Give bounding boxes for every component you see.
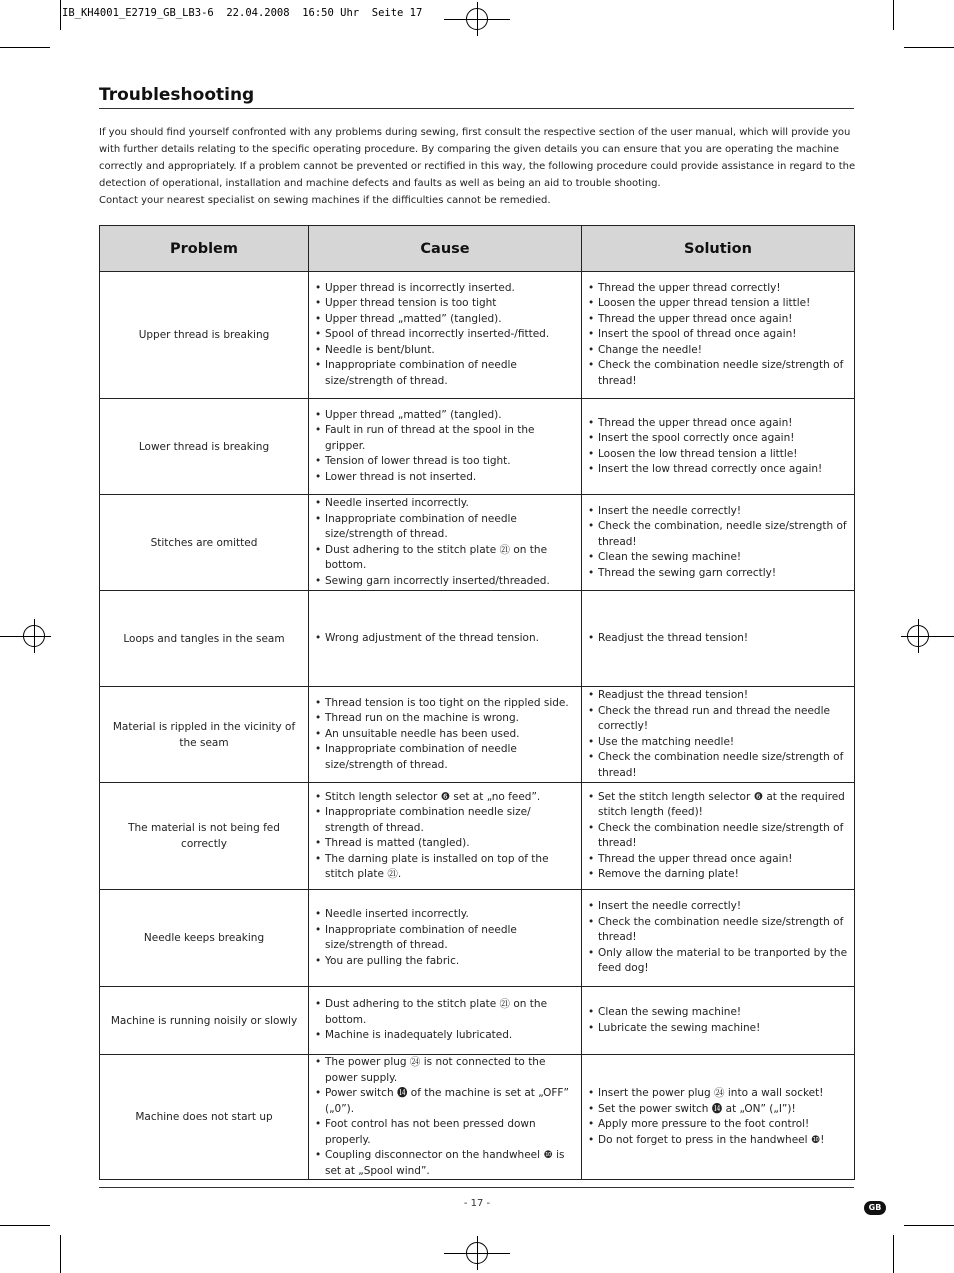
cause-item: • Upper thread „matted” (tangled).: [315, 312, 576, 328]
problem-cell: Lower thread is breaking: [100, 399, 309, 495]
cause-item: • Lower thread is not inserted.: [315, 470, 576, 486]
solution-item: • Insert the low thread correctly once again!: [588, 462, 849, 478]
registration-mark-right: [907, 625, 929, 647]
solution-item: • Check the combination needle size/strength of thread!: [588, 358, 849, 389]
cause-item: • Inappropriate combination of needle size/strength of thread.: [315, 742, 576, 773]
language-badge: GB: [864, 1201, 886, 1215]
solution-item: • Set the power switch ⓮ at „ON” („I”)!: [588, 1102, 849, 1118]
solution-item: • Readjust the thread tension!: [588, 631, 849, 647]
cause-cell: [309, 783, 582, 890]
solution-item: • Check the combination, needle size/strength of thread!: [588, 519, 849, 550]
solution-item: • Check the combination needle size/strength of thread!: [588, 750, 849, 781]
cause-list: [315, 1055, 576, 1179]
solution-item: • Clean the sewing machine!: [588, 1005, 849, 1021]
cause-item: • You are pulling the fabric.: [315, 954, 576, 970]
cause-item: • Tension of lower thread is too tight.: [315, 454, 576, 470]
cause-item: • Needle inserted incorrectly.: [315, 496, 576, 512]
header-cause: Cause: [309, 226, 582, 272]
cause-cell: [309, 1055, 582, 1180]
solution-item: • Check the combination needle size/strength of thread!: [588, 821, 849, 852]
table-row: [100, 495, 855, 591]
intro-contact-note: Contact your nearest specialist on sewing machines if the difficulties cannot be remedied.: [99, 195, 551, 206]
cause-item: • Upper thread tension is too tight: [315, 296, 576, 312]
table-row: [100, 1055, 855, 1180]
cause-cell: [309, 272, 582, 399]
solution-item: • Insert the needle correctly!: [588, 899, 849, 915]
cause-item: • The darning plate is installed on top of the stitch plate ㉑.: [315, 852, 576, 883]
solution-item: • Clean the sewing machine!: [588, 550, 849, 566]
cause-item: • Wrong adjustment of the thread tension.: [315, 631, 576, 647]
solution-item: • Thread the upper thread correctly!: [588, 281, 849, 297]
cause-item: • Machine is inadequately lubricated.: [315, 1028, 576, 1044]
problem-cell: Machine does not start up: [100, 1055, 309, 1180]
cause-item: • Needle inserted incorrectly.: [315, 907, 576, 923]
solution-item: • Thread the upper thread once again!: [588, 852, 849, 868]
table-row: [100, 399, 855, 495]
cause-cell: [309, 987, 582, 1055]
table-row: [100, 890, 855, 987]
solution-cell: [582, 495, 855, 591]
problem-cell: The material is not being fed correctly: [100, 783, 309, 890]
cause-item: • Inappropriate combination of needle size/strength of thread.: [315, 358, 576, 389]
cause-list: [315, 496, 576, 589]
solution-cell: [582, 687, 855, 783]
header-problem: Problem: [100, 226, 309, 272]
table-row: [100, 591, 855, 687]
solution-item: • Set the stitch length selector ❻ at the required stitch length (feed)!: [588, 790, 849, 821]
troubleshooting-table: [99, 225, 855, 1180]
solution-list: [588, 790, 849, 883]
problem-cell: Needle keeps breaking: [100, 890, 309, 987]
cause-list: [315, 408, 576, 486]
cause-list: [315, 281, 576, 390]
table-header-row: [100, 226, 855, 272]
solution-item: • Insert the spool of thread once again!: [588, 327, 849, 343]
cause-item: • The power plug ㉔ is not connected to the power supply.: [315, 1055, 576, 1086]
solution-cell: [582, 1055, 855, 1180]
solution-list: [588, 1005, 849, 1036]
title-divider: [99, 108, 854, 109]
page-number: - 17 -: [463, 1198, 491, 1209]
solution-item: • Thread the upper thread once again!: [588, 416, 849, 432]
solution-list: [588, 899, 849, 977]
solution-item: • Thread the upper thread once again!: [588, 312, 849, 328]
problem-cell: Loops and tangles in the seam: [100, 591, 309, 687]
cause-item: • Dust adhering to the stitch plate ㉑ on the bottom.: [315, 543, 576, 574]
cause-item: • Needle is bent/blunt.: [315, 343, 576, 359]
solution-item: • Apply more pressure to the foot control!: [588, 1117, 849, 1133]
cause-item: • Fault in run of thread at the spool in the gripper.: [315, 423, 576, 454]
print-slug: IB_KH4001_E2719_GB_LB3-6 22.04.2008 16:50 Uhr Seite 17: [62, 7, 423, 19]
cause-item: • Sewing garn incorrectly inserted/threaded.: [315, 574, 576, 590]
cause-item: • An unsuitable needle has been used.: [315, 727, 576, 743]
problem-cell: Machine is running noisily or slowly: [100, 987, 309, 1055]
cause-item: • Foot control has not been pressed down properly.: [315, 1117, 576, 1148]
cause-item: • Stitch length selector ❻ set at „no feed”.: [315, 790, 576, 806]
solution-item: • Insert the power plug ㉔ into a wall socket!: [588, 1086, 849, 1102]
registration-mark-bottom: [466, 1242, 488, 1264]
page-title: Troubleshooting: [99, 85, 255, 105]
cause-list: [315, 631, 576, 647]
solution-item: • Readjust the thread tension!: [588, 688, 849, 704]
solution-cell: [582, 591, 855, 687]
registration-mark-left: [23, 625, 45, 647]
cause-list: [315, 907, 576, 969]
solution-item: • Loosen the upper thread tension a little!: [588, 296, 849, 312]
intro-paragraph: If you should find yourself confronted with any problems during sewing, first consult the respective section of the user manual, which will provide you with further details relating to the specific operating procedure. By comparing the given details you can ensure that you are operating the machine correctly and appropriately. If a problem cannot be prevented or rectified in this way, the following procedure could provide assistance in regard to the detection of operational, installation and machine defects and faults as well as being an aid to trouble shooting.: [99, 127, 856, 189]
cause-item: • Inappropriate combination needle size/ strength of thread.: [315, 805, 576, 836]
cause-item: • Thread is matted (tangled).: [315, 836, 576, 852]
header-solution: Solution: [582, 226, 855, 272]
solution-cell: [582, 890, 855, 987]
solution-list: [588, 504, 849, 582]
cause-cell: [309, 687, 582, 783]
cause-list: [315, 790, 576, 883]
cause-cell: [309, 495, 582, 591]
table-row: [100, 783, 855, 890]
solution-item: • Check the thread run and thread the needle correctly!: [588, 704, 849, 735]
solution-cell: [582, 783, 855, 890]
cause-item: • Power switch ⓮ of the machine is set at „OFF” („0”).: [315, 1086, 576, 1117]
solution-list: [588, 688, 849, 781]
problem-cell: Upper thread is breaking: [100, 272, 309, 399]
solution-list: [588, 281, 849, 390]
table-row: [100, 272, 855, 399]
table-row: [100, 987, 855, 1055]
solution-cell: [582, 987, 855, 1055]
cause-item: • Inappropriate combination of needle size/strength of thread.: [315, 512, 576, 543]
solution-item: • Lubricate the sewing machine!: [588, 1021, 849, 1037]
problem-cell: Material is rippled in the vicinity of the seam: [100, 687, 309, 783]
table-row: [100, 687, 855, 783]
solution-item: • Change the needle!: [588, 343, 849, 359]
cause-cell: [309, 591, 582, 687]
solution-item: • Do not forget to press in the handwheel ❿!: [588, 1133, 849, 1149]
cause-cell: [309, 399, 582, 495]
cause-item: • Coupling disconnector on the handwheel ❿ is set at „Spool wind”.: [315, 1148, 576, 1179]
intro-text: [99, 124, 859, 209]
cause-item: • Upper thread „matted” (tangled).: [315, 408, 576, 424]
solution-list: [588, 1086, 849, 1148]
solution-item: • Loosen the low thread tension a little!: [588, 447, 849, 463]
solution-item: • Thread the sewing garn correctly!: [588, 566, 849, 582]
solution-item: • Insert the spool correctly once again!: [588, 431, 849, 447]
cause-item: • Spool of thread incorrectly inserted-/fitted.: [315, 327, 576, 343]
registration-mark-top: [466, 8, 488, 30]
solution-list: [588, 416, 849, 478]
solution-item: • Use the matching needle!: [588, 735, 849, 751]
cause-cell: [309, 890, 582, 987]
solution-cell: [582, 272, 855, 399]
solution-item: • Insert the needle correctly!: [588, 504, 849, 520]
cause-item: • Inappropriate combination of needle size/strength of thread.: [315, 923, 576, 954]
solution-cell: [582, 399, 855, 495]
solution-item: • Remove the darning plate!: [588, 867, 849, 883]
cause-item: • Upper thread is incorrectly inserted.: [315, 281, 576, 297]
cause-list: [315, 997, 576, 1044]
solution-list: [588, 631, 849, 647]
cause-item: • Dust adhering to the stitch plate ㉑ on the bottom.: [315, 997, 576, 1028]
problem-cell: Stitches are omitted: [100, 495, 309, 591]
cause-item: • Thread tension is too tight on the rippled side.: [315, 696, 576, 712]
footer-divider: [99, 1187, 854, 1188]
cause-item: • Thread run on the machine is wrong.: [315, 711, 576, 727]
cause-list: [315, 696, 576, 774]
solution-item: • Only allow the material to be tranported by the feed dog!: [588, 946, 849, 977]
solution-item: • Check the combination needle size/strength of thread!: [588, 915, 849, 946]
